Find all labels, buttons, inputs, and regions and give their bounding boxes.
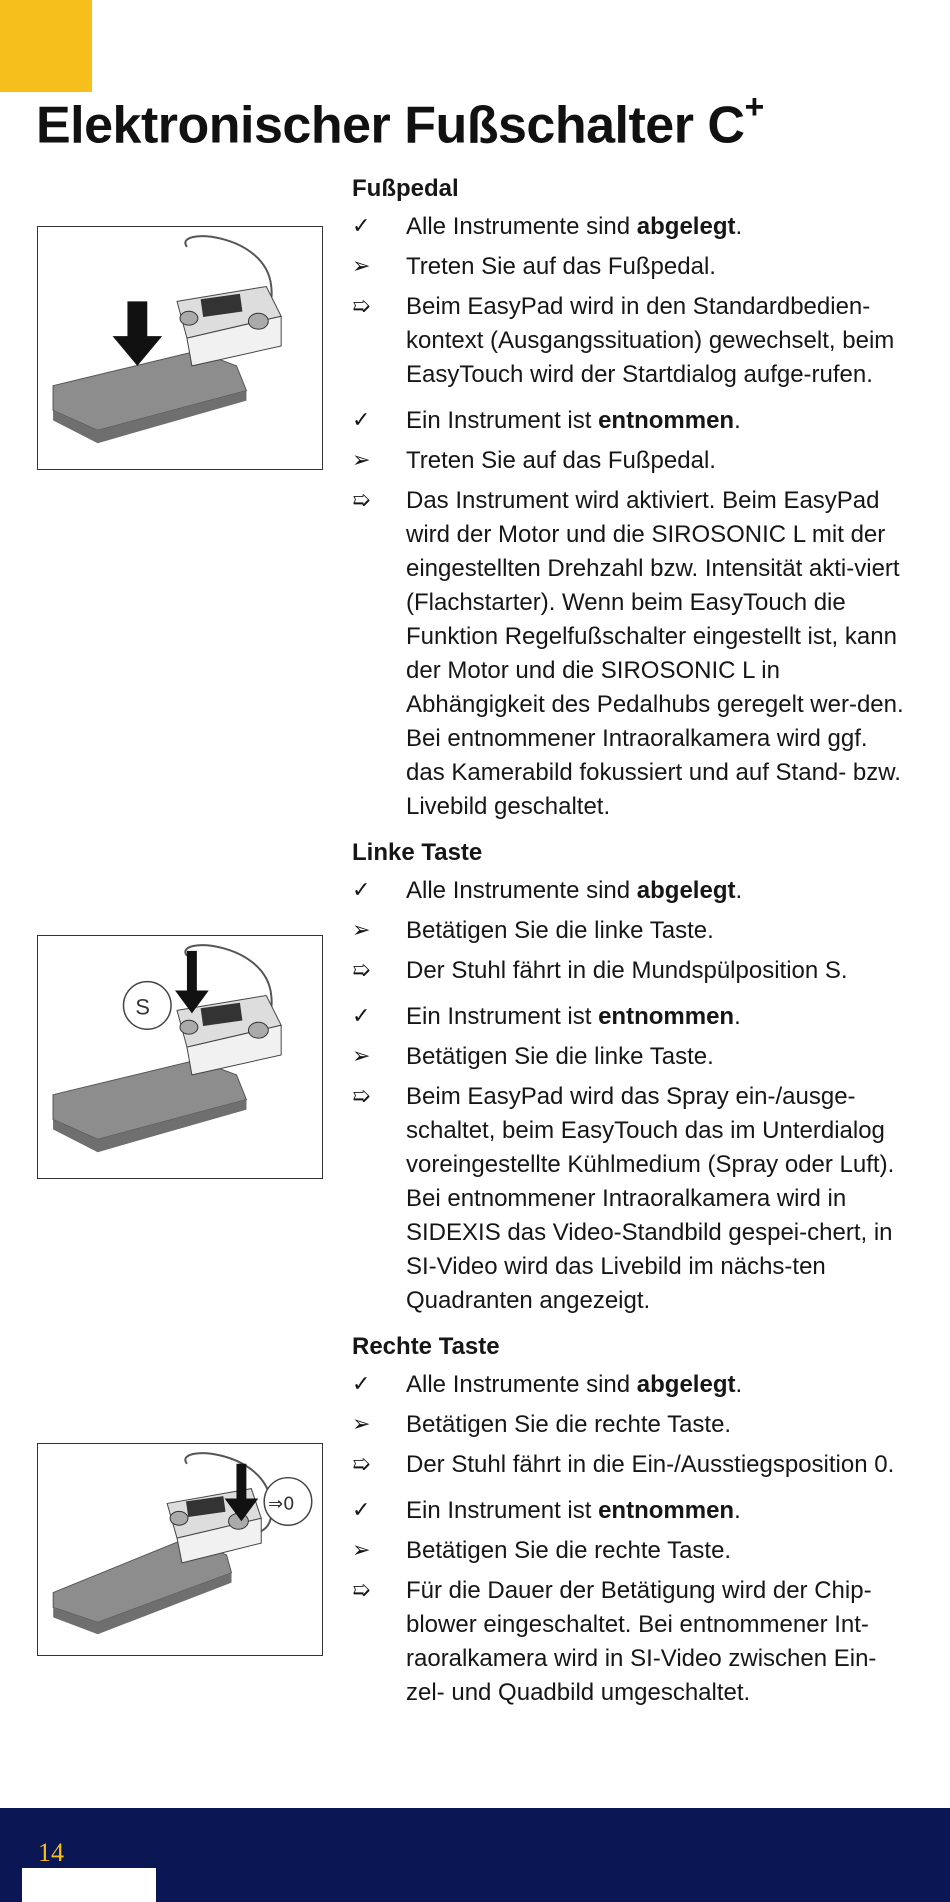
instruction-text-main: Alle Instrumente sind: [406, 1371, 637, 1398]
instruction-emphasis: entnommen: [598, 407, 735, 434]
instruction-text: [406, 1534, 912, 1568]
instruction-item: [352, 1534, 912, 1568]
instruction-punctuation: .: [735, 877, 743, 904]
instruction-text-main: Der Stuhl fährt in die Ein-/Ausstiegsposition 0.: [406, 1451, 895, 1478]
arrow-right-icon: ➢: [352, 1044, 371, 1069]
instruction-text-main: Das Instrument wird aktiviert. Beim EasyPad wird der Motor und die SIROSONIC L mit der eingestellten Drehzahl bzw. Intensität akti-viert (Flachstarter). Wenn beim EasyTouch die Funktion Regelfußschalter eingestellt ist, kann der Motor und die SIROSONIC L in Abhängigkeit des Pedalhubs geregelt wer-den. Bei entnommener Intraoralkamera wird ggf. das Kamerabild fokussiert und auf Stand- bzw. Livebild geschaltet.: [406, 487, 904, 820]
check-icon: ✓: [352, 214, 371, 239]
instruction-item: [352, 1448, 912, 1482]
instruction-emphasis: entnommen: [598, 1497, 735, 1524]
svg-text:S: S: [135, 994, 150, 1020]
instruction-emphasis: abgelegt: [636, 1371, 736, 1398]
page-title: Elektronischer Fußschalter C+: [36, 88, 764, 155]
instruction-group: [352, 404, 912, 824]
instruction-text: [406, 250, 912, 284]
instruction-emphasis: entnommen: [598, 1003, 735, 1030]
section: [352, 836, 912, 1318]
instruction-group: [352, 210, 912, 392]
instruction-text-main: Ein Instrument ist: [406, 1003, 599, 1030]
instruction-text: [406, 1368, 912, 1402]
instruction-group: [352, 1494, 912, 1710]
instruction-text-main: Betätigen Sie die linke Taste.: [406, 1043, 714, 1070]
instruction-item: [352, 210, 912, 244]
result-arrow-icon: ➯: [352, 488, 371, 513]
page-number: 14: [38, 1838, 64, 1867]
result-arrow-icon: ➯: [352, 1578, 371, 1603]
instruction-group: [352, 1000, 912, 1318]
arrow-right-icon: ➢: [352, 918, 371, 943]
instruction-punctuation: .: [734, 407, 741, 434]
check-icon: ✓: [352, 1498, 371, 1523]
instruction-item: [352, 1408, 912, 1442]
footer-bar: [0, 1808, 950, 1902]
section-heading: Linke Taste: [352, 839, 483, 866]
instruction-emphasis: abgelegt: [636, 877, 736, 904]
instruction-text: [406, 1494, 912, 1528]
figure-left-button: [37, 935, 323, 1179]
result-arrow-icon: ➯: [352, 294, 371, 319]
instruction-item: [352, 484, 912, 824]
instruction-text-main: Für die Dauer der Betätigung wird der Chip-blower eingeschaltet. Bei entnommener Int-raoralkamera wird in SI-Video zwischen Ein-zel- und Quadbild umgeschaltet.: [406, 1577, 877, 1706]
instruction-punctuation: .: [735, 213, 743, 240]
result-arrow-icon: ➯: [352, 1452, 371, 1477]
content-column: [352, 172, 912, 1722]
instruction-punctuation: .: [734, 1497, 741, 1524]
instruction-text-main: Der Stuhl fährt in die Mundspülposition S.: [406, 957, 848, 984]
instruction-text-main: Ein Instrument ist: [406, 407, 599, 434]
instruction-text: [406, 404, 912, 438]
instruction-item: [352, 290, 912, 392]
instruction-item: [352, 250, 912, 284]
figure-right-button: [37, 1443, 323, 1656]
right-button-illustration-icon: [38, 1444, 322, 1655]
instruction-item: [352, 1494, 912, 1528]
check-icon: ✓: [352, 1372, 371, 1397]
instruction-text: [406, 914, 912, 948]
svg-text:⇒0: ⇒0: [268, 1493, 295, 1515]
footer-white-tab: [22, 1868, 156, 1902]
pedal-arrow-illustration-icon: [38, 227, 322, 469]
instruction-text-main: Alle Instrumente sind: [406, 877, 637, 904]
instruction-text-main: Betätigen Sie die rechte Taste.: [406, 1411, 732, 1438]
instruction-text: [406, 1040, 912, 1074]
figure-pedal: [37, 226, 323, 470]
instruction-text-main: Beim EasyPad wird in den Standardbedien-kontext (Ausgangssituation) gewechselt, beim EasyTouch wird der Startdialog aufge-rufen.: [406, 293, 895, 388]
instruction-text: [406, 1408, 912, 1442]
instruction-item: [352, 1574, 912, 1710]
instruction-item: [352, 1368, 912, 1402]
instruction-text: [406, 1000, 912, 1034]
arrow-right-icon: ➢: [352, 448, 371, 473]
instruction-text-main: Alle Instrumente sind: [406, 213, 637, 240]
instruction-item: [352, 914, 912, 948]
left-button-illustration-icon: [38, 936, 322, 1178]
result-arrow-icon: ➯: [352, 1084, 371, 1109]
section: [352, 1330, 912, 1710]
instruction-text-main: Ein Instrument ist: [406, 1497, 599, 1524]
instruction-text: [406, 1448, 912, 1482]
instruction-item: [352, 954, 912, 988]
instruction-text-main: Beim EasyPad wird das Spray ein-/ausge-schaltet, beim EasyTouch das im Unterdialog voreingestellte Kühlmedium (Spray oder Luft). Bei entnommener Intraoralkamera wird in SIDEXIS das Video-Standbild gespei-chert, in SI-Video wird das Livebild im nächs-ten Quadranten angezeigt.: [406, 1083, 895, 1314]
corner-tab: [0, 0, 92, 92]
result-arrow-icon: ➯: [352, 958, 371, 983]
instruction-group: [352, 874, 912, 988]
arrow-right-icon: ➢: [352, 1412, 371, 1437]
instruction-item: [352, 1000, 912, 1034]
check-icon: ✓: [352, 408, 371, 433]
instruction-item: [352, 1080, 912, 1318]
section-heading: Fußpedal: [352, 175, 459, 202]
instruction-text-main: Betätigen Sie die rechte Taste.: [406, 1537, 732, 1564]
instruction-item: [352, 1040, 912, 1074]
instruction-group: [352, 1368, 912, 1482]
instruction-punctuation: .: [734, 1003, 741, 1030]
instruction-text: [406, 210, 912, 244]
arrow-right-icon: ➢: [352, 1538, 371, 1563]
instruction-text: [406, 444, 912, 478]
section: [352, 172, 912, 824]
instruction-item: [352, 874, 912, 908]
instruction-text: [406, 954, 912, 988]
instruction-text: [406, 1574, 912, 1710]
instruction-item: [352, 404, 912, 438]
check-icon: ✓: [352, 878, 371, 903]
section-heading: Rechte Taste: [352, 1333, 500, 1360]
instruction-text-main: Treten Sie auf das Fußpedal.: [406, 447, 716, 474]
instruction-emphasis: abgelegt: [636, 213, 736, 240]
instruction-text: [406, 1080, 912, 1318]
instruction-text: [406, 290, 912, 392]
instruction-text-main: Treten Sie auf das Fußpedal.: [406, 253, 716, 280]
check-icon: ✓: [352, 1004, 371, 1029]
instruction-item: [352, 444, 912, 478]
arrow-right-icon: ➢: [352, 254, 371, 279]
instruction-text-main: Betätigen Sie die linke Taste.: [406, 917, 714, 944]
instruction-text: [406, 874, 912, 908]
instruction-text: [406, 484, 912, 824]
instruction-punctuation: .: [735, 1371, 743, 1398]
